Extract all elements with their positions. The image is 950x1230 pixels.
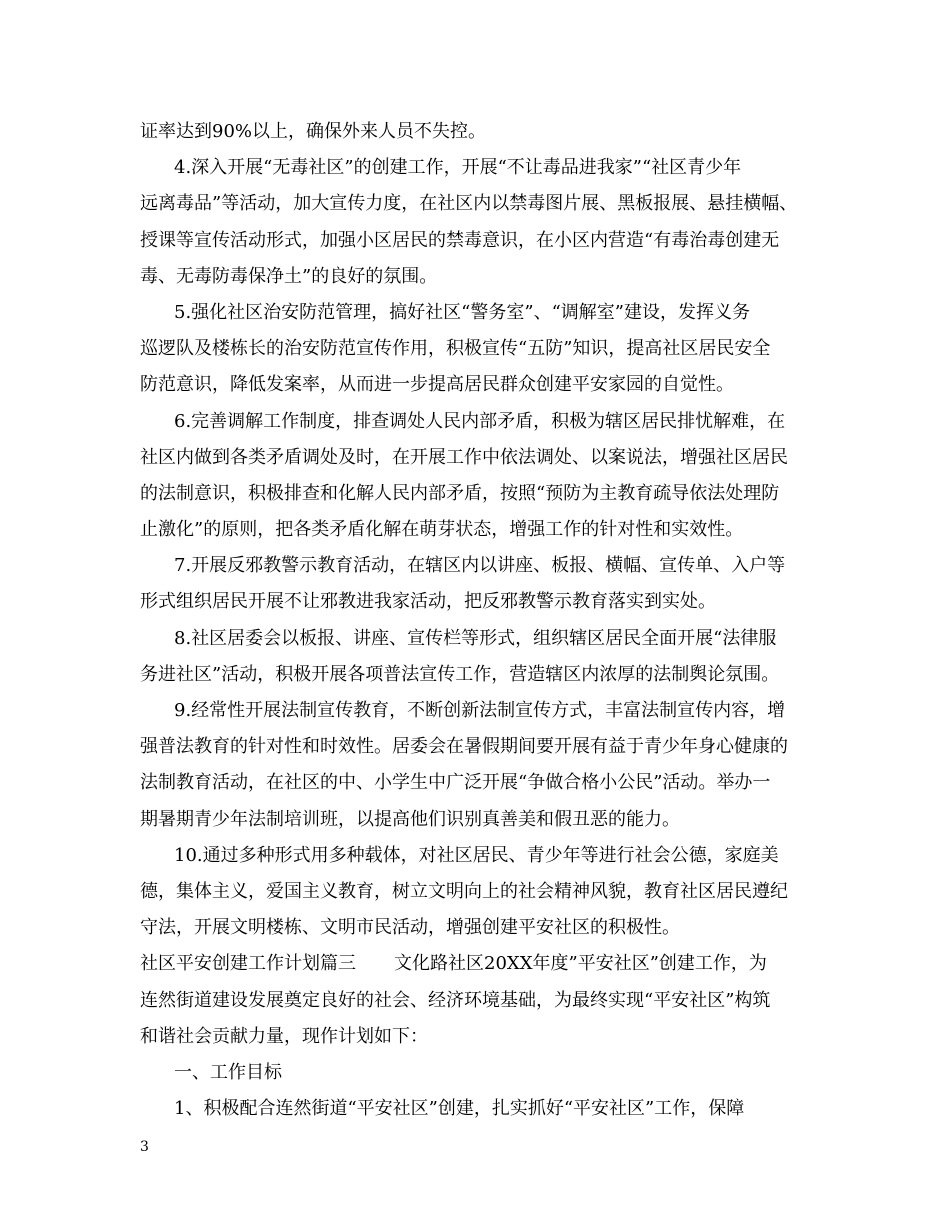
text-line: 止激化”的原则，把各类矛盾化解在萌芽状态，增强工作的针对性和实效性。 [140,519,744,541]
text-line: 社区内做到各类矛盾调处及时，在开展工作中依法调处、以案说法，增强社区居民 [140,446,788,468]
text-line: 证率达到90%以上，确保外来人员不失控。 [140,121,487,142]
text-line: 10.通过多种形式用多种载体，对社区居民、青少年等进行社会公德，家庭美 [174,844,779,866]
text-line: 8.社区居委会以板报、讲座、宣传栏等形式，组织辖区居民全面开展“法律服 [174,627,777,649]
text-line: 一、工作目标 [174,1061,282,1083]
text-line: 授课等宣传活动形式，加强小区居民的禁毒意识，在小区内营造“有毒治毒创建无 [140,229,780,251]
text-line: 和谐社会贡献力量，现作计划如下： [140,1025,428,1047]
text-line: 形式组织居民开展不让邪教进我家活动，把反邪教警示教育落实到实处。 [140,591,716,613]
text-line: 连然街道建设发展奠定良好的社会、经济环境基础，为最终实现“平安社区”构筑 [140,989,771,1011]
section-intro-text: 文化路社区20XX年度”平安社区”创建工作，为 [394,953,767,975]
text-line: 远离毒品”等活动，加大宣传力度，在社区内以禁毒图片展、黑板报展、悬挂横幅、 [140,193,798,215]
text-line: 务进社区”活动，积极开展各项普法宣传工作，营造辖区内浓厚的法制舆论氛围。 [140,663,780,685]
text-line: 德，集体主义，爱国主义教育，树立文明向上的社会精神风貌，教育社区居民遵纪 [140,880,788,902]
text-line: 的法制意识，积极排查和化解人民内部矛盾，按照“预防为主教育疏导依法处理防 [140,482,780,504]
text-line: 法制教育活动，在社区的中、小学生中广泛开展“争做合格小公民”活动。举办一 [140,772,771,794]
text-line: 期暑期青少年法制培训班，以提高他们识别真善美和假丑恶的能力。 [140,808,680,830]
text-line: 5.强化社区治安防范管理，搞好社区“警务室”、“调解室”建设，发挥义务 [174,301,750,323]
body-text [140,114,830,1127]
text-line: 巡逻队及楼栋长的治安防范宣传作用，积极宣传“五防”知识，提高社区居民安全 [140,338,771,360]
text-line: 7.开展反邪教警示教育活动，在辖区内以讲座、板报、横幅、宣传单、入户等 [174,555,786,577]
section-heading-line [140,946,830,982]
paragraph-block-1 [140,114,830,946]
text-line: 9.经常性开展法制宣传教育，不断创新法制宣传方式，丰富法制宣传内容，增 [174,700,786,721]
paragraph-block-2 [140,983,830,1128]
text-line: 强普法教育的针对性和时效性。居委会在暑假期间要开展有益于青少年身心健康的 [140,736,788,758]
text-line: 防范意识，降低发案率，从而进一步提高居民群众创建平安家园的自觉性。 [140,374,734,396]
text-line: 守法，开展文明楼栋、文明市民活动，增强创建平安社区的积极性。 [140,917,680,939]
text-line: 6.完善调解工作制度，排查调处人民内部矛盾，积极为辖区居民排忧解难，在 [174,410,786,432]
page-number: 3 [140,1139,149,1155]
text-line: 4.深入开展“无毒社区”的创建工作，开展“不让毒品进我家”“社区青少年 [174,157,742,179]
section-title: 社区平安创建工作计划篇三 [140,953,356,975]
text-line: 毒、无毒防毒保净土”的良好的氛围。 [140,265,438,287]
text-line: 1、积极配合连然街道“平安社区”创建，扎实抓好“平安社区”工作，保障 [174,1098,745,1120]
